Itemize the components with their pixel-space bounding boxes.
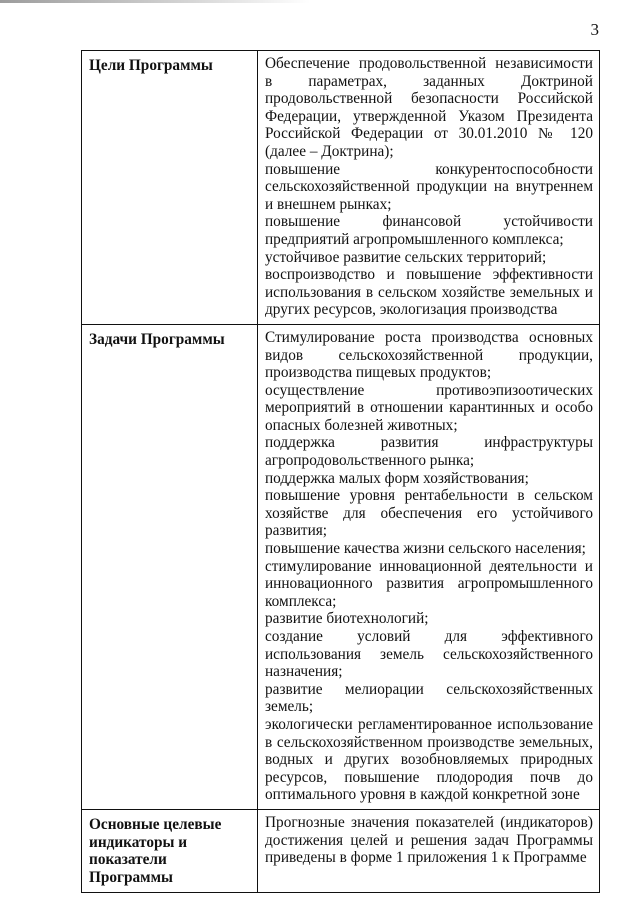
task-item: повышение качества жизни сельского населения; bbox=[265, 540, 586, 558]
table-row-tasks bbox=[82, 324, 600, 809]
row-label-goals: Цели Программы bbox=[82, 51, 258, 325]
task-item: поддержка развития инфраструктуры агропродовольственного рынка; bbox=[265, 434, 593, 470]
goal-item: повышение финансовой устойчивости предприятий агропромышленного комплекса; bbox=[265, 213, 593, 248]
program-passport-table bbox=[81, 50, 600, 893]
task-item: стимулирование инновационной деятельности и инновационного развития агропромышленного комплекса; bbox=[265, 557, 593, 610]
goal-item: устойчивое развитие сельских территорий; bbox=[265, 248, 547, 266]
goal-item: Обеспечение продовольственной независимости в параметрах, заданных Доктриной продовольственной безопасности Российской Федерации, утвержденной Указом Президента Российской Федерации от 30.01.2010 № 120 (далее – Доктрина); bbox=[265, 55, 593, 160]
task-item: создание условий для эффективного использования земель сельскохозяйственного назначения; bbox=[265, 628, 593, 681]
task-item: Стимулирование роста производства основных видов сельскохозяйственной продукции, производства пищевых продуктов; bbox=[265, 328, 593, 382]
task-item: развитие биотехнологий; bbox=[265, 610, 429, 628]
page-number: 3 bbox=[590, 20, 599, 39]
scan-edge-artifact bbox=[0, 0, 310, 3]
task-item: экологически регламентированное использование в сельскохозяйственном производстве земельных, водных и других возобновляемых природных ресурсов, повышение плодородия почв до оптимального уровня в каждой конкретной зоне bbox=[265, 715, 593, 804]
row-content-indicators bbox=[258, 809, 600, 892]
goal-item: воспроизводство и повышение эффективности использования в сельском хозяйстве земельных и других ресурсов, экологизация производства bbox=[265, 266, 593, 319]
task-item: осуществление противоэпизоотических мероприятий в отношении карантинных и особо опасных болезней животных; bbox=[265, 381, 593, 434]
goal-item: повышение конкурентоспособности сельскохозяйственной продукции на внутреннем и внешнем рынках; bbox=[265, 160, 593, 213]
table-row-goals bbox=[82, 51, 600, 325]
row-content-tasks bbox=[258, 324, 600, 809]
task-item: развитие мелиорации сельскохозяйственных земель; bbox=[265, 680, 593, 716]
row-content-goals bbox=[258, 51, 600, 325]
task-item: повышение уровня рентабельности в сельском хозяйстве для обеспечения его устойчивого развития; bbox=[265, 487, 593, 540]
row-label-indicators: Основные целевые индикаторы и показатели Программы bbox=[82, 809, 258, 892]
table-row-indicators bbox=[82, 809, 600, 892]
row-label-tasks: Задачи Программы bbox=[82, 324, 258, 809]
task-item: поддержка малых форм хозяйствования; bbox=[265, 469, 529, 487]
indicator-item: Прогнозные значения показателей (индикаторов) достижения целей и решения задач Программы приведены в форме 1 приложения 1 к Программе bbox=[265, 813, 593, 867]
